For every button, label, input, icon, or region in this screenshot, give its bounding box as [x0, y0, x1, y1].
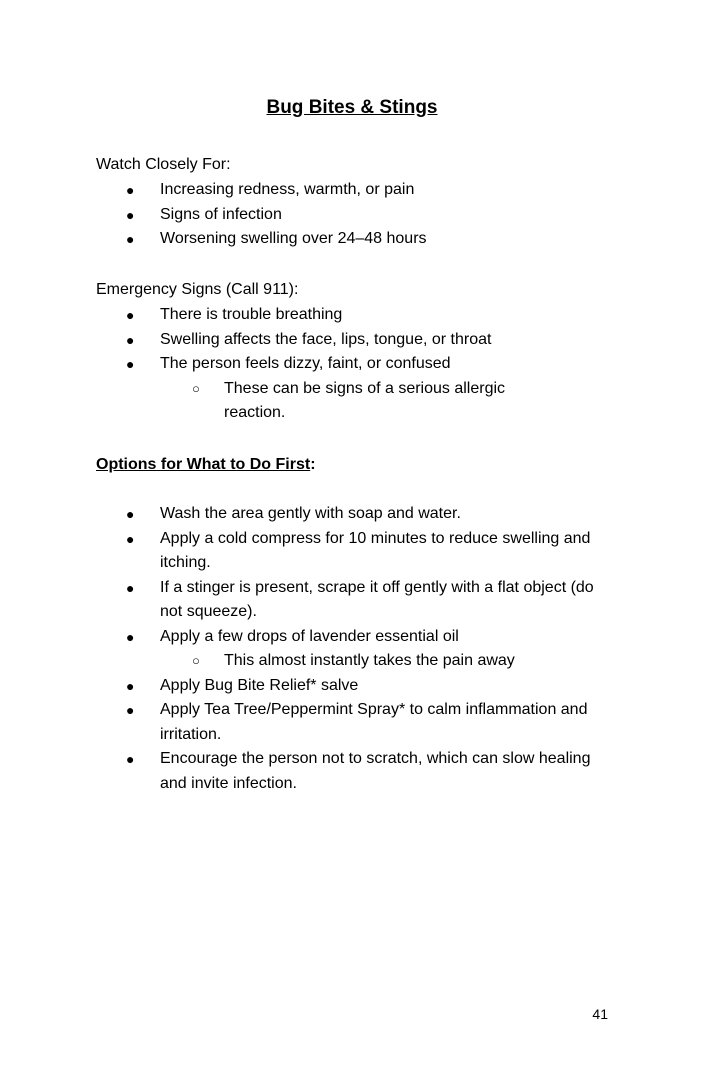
- options-heading-text: Options for What to Do First: [96, 456, 311, 473]
- sub-bullet-icon: ○: [192, 653, 200, 668]
- sub-bullet-icon: ○: [192, 380, 200, 396]
- sub-list-item: ○ These can be signs of a serious allergic reaction.: [0, 377, 704, 426]
- list-item: ● Worsening swelling over 24–48 hours: [0, 227, 704, 252]
- options-heading: [96, 453, 316, 477]
- bullet-icon: ●: [126, 506, 135, 522]
- sub-list-item: ○ This almost instantly takes the pain away: [0, 649, 704, 674]
- bullet-icon: ●: [126, 182, 135, 198]
- list-item: ● Apply a cold compress for 10 minutes to reduce swelling and itching.: [0, 527, 704, 576]
- bullet-icon: ●: [126, 579, 135, 596]
- bullet-icon: ●: [126, 307, 135, 323]
- bullet-icon: ●: [126, 530, 135, 547]
- options-heading-colon: :: [310, 456, 316, 473]
- list-item: ● Apply a few drops of lavender essential oil: [0, 625, 704, 650]
- list-item: ● Apply Tea Tree/Peppermint Spray* to calm inflammation and irritation.: [0, 698, 704, 747]
- bullet-icon: ●: [126, 677, 135, 694]
- page-number: 41: [592, 1006, 608, 1022]
- list-item: ● Signs of infection: [0, 203, 704, 228]
- list-item: ● There is trouble breathing: [0, 303, 704, 328]
- page-title: Bug Bites & Stings: [266, 97, 438, 118]
- list-item: ● The person feels dizzy, faint, or confused: [0, 352, 704, 377]
- list-item: ● Swelling affects the face, lips, tongue, or throat: [0, 328, 704, 353]
- bullet-icon: ●: [126, 231, 135, 247]
- emergency-heading: Emergency Signs (Call 911):: [96, 281, 299, 298]
- list-item: ● If a stinger is present, scrape it off gently with a flat object (do not squeeze).: [0, 576, 704, 625]
- list-item: ● Encourage the person not to scratch, which can slow healing and invite infection.: [0, 747, 704, 796]
- options-list: [0, 502, 704, 796]
- bullet-icon: ●: [126, 206, 135, 223]
- list-item: ● Increasing redness, warmth, or pain: [0, 178, 704, 203]
- bullet-icon: ●: [126, 702, 135, 718]
- bullet-icon: ●: [126, 331, 135, 348]
- bullet-icon: ●: [126, 751, 135, 767]
- list-item: ● Wash the area gently with soap and water.: [0, 502, 704, 527]
- bullet-icon: ●: [126, 628, 135, 645]
- bullet-icon: ●: [126, 356, 135, 372]
- list-item: ● Apply Bug Bite Relief* salve: [0, 674, 704, 699]
- watch-list: [0, 178, 704, 252]
- emergency-list: [0, 303, 704, 426]
- watch-heading: Watch Closely For:: [96, 156, 231, 173]
